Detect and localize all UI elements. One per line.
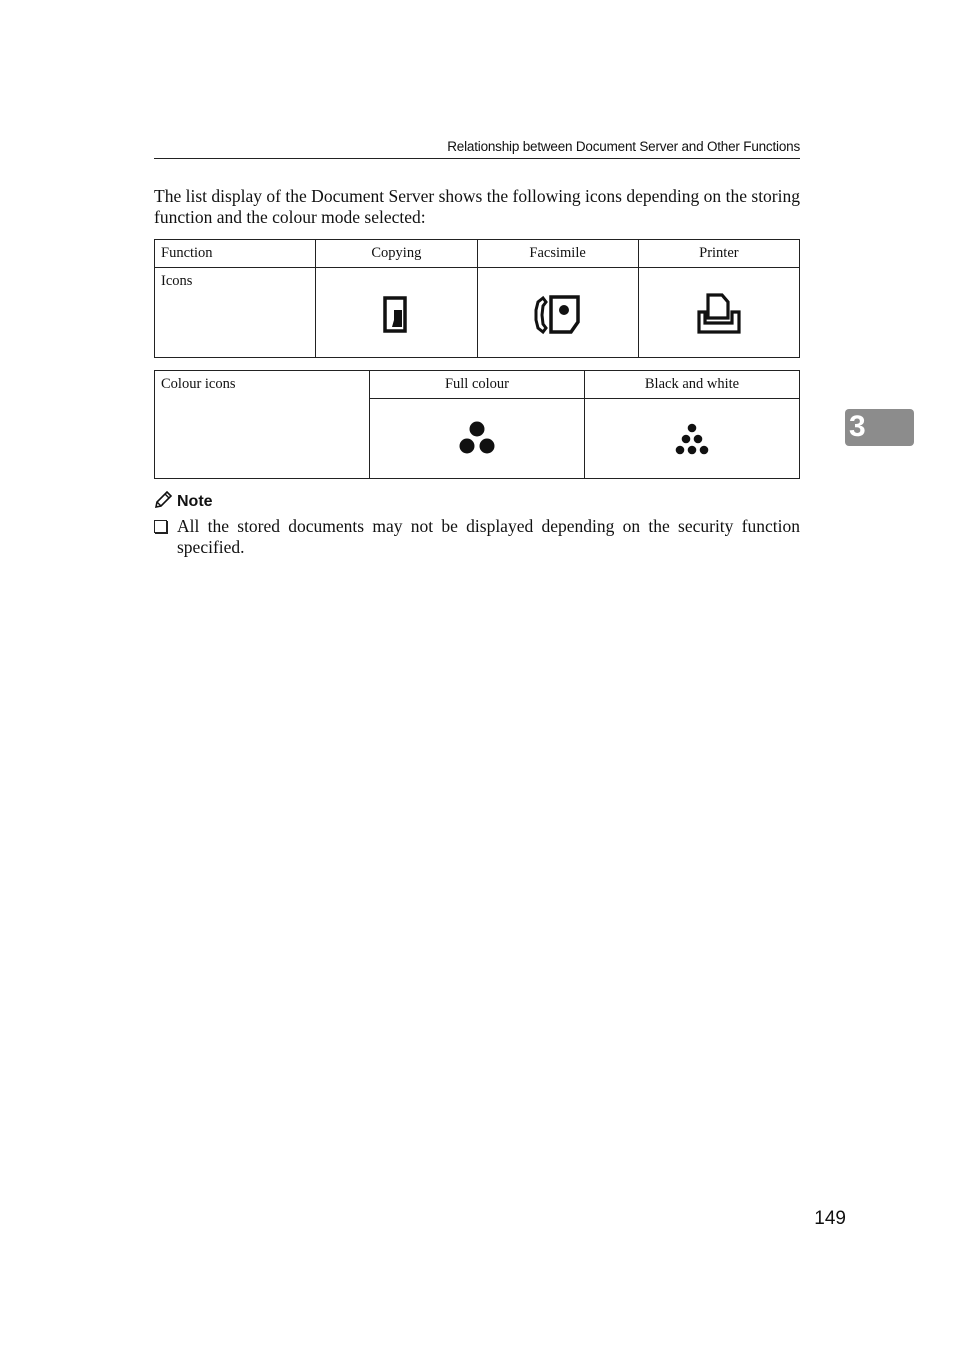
full-colour-header-cell: Full colour (370, 371, 585, 399)
chapter-number: 3 (849, 410, 866, 443)
function-header-cell: Function (155, 240, 316, 268)
black-and-white-icon (672, 423, 712, 457)
colour-icons-table (154, 370, 800, 479)
copying-header-cell: Copying (316, 240, 477, 268)
intro-paragraph: The list display of the Document Server shows the following icons depending on the storing function and the colour mode selected: (154, 186, 800, 227)
checkbox-bullet-icon (154, 520, 167, 533)
chapter-tab (845, 409, 914, 446)
printer-icon (696, 292, 742, 336)
facsimile-icon-cell (477, 268, 638, 358)
black-and-white-header-cell: Black and white (585, 371, 800, 399)
function-icons-table (154, 239, 800, 358)
colour-icons-row-label: Colour icons (155, 371, 370, 479)
copying-icon (383, 296, 409, 334)
black-and-white-icon-cell (585, 399, 800, 479)
copying-icon-cell (316, 268, 477, 358)
note-heading (154, 491, 213, 513)
full-colour-icon-cell (370, 399, 585, 479)
note-item-text: All the stored documents may not be displayed depending on the security function specified. (177, 516, 800, 557)
pencil-icon (154, 491, 173, 509)
running-header: Relationship between Document Server and Other Functions (447, 139, 800, 154)
page-number: 149 (814, 1208, 846, 1229)
printer-icon-cell (638, 268, 799, 358)
facsimile-header-cell: Facsimile (477, 240, 638, 268)
facsimile-icon (533, 294, 583, 336)
printer-header-cell: Printer (638, 240, 799, 268)
note-heading-label: Note (177, 493, 213, 510)
icons-row-label: Icons (155, 268, 316, 358)
note-item (154, 516, 800, 558)
full-colour-icon (457, 421, 497, 457)
header-rule (154, 158, 800, 159)
